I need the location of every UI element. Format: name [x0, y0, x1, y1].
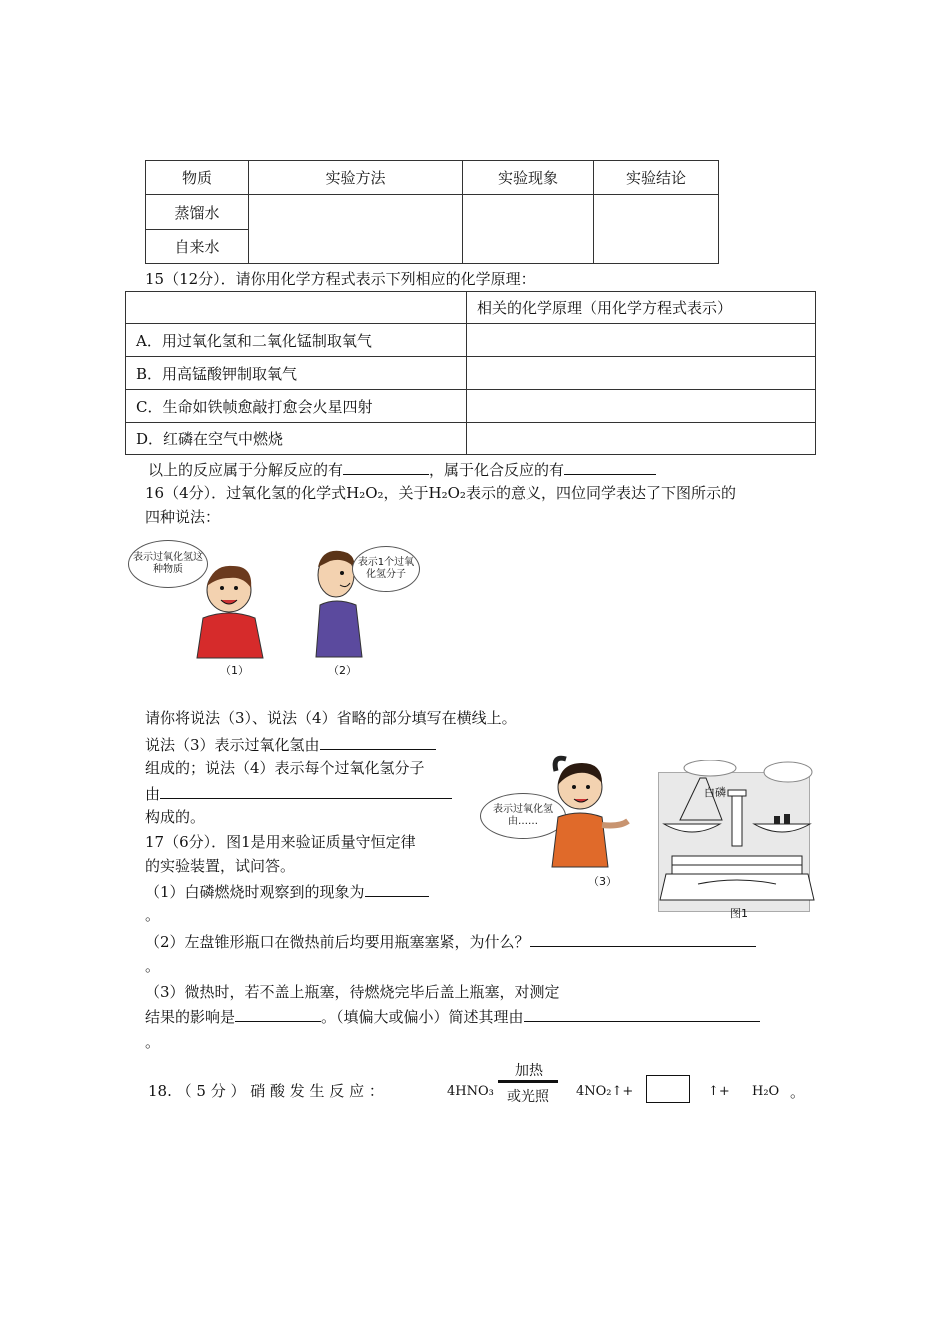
q18-reaction-bar: [498, 1080, 558, 1083]
header-phenomenon: 实验现象: [463, 161, 594, 195]
row-tap-water: 自来水: [146, 230, 249, 264]
q18-answer-box[interactable]: [646, 1075, 690, 1103]
q17-line1: 17（6分）．图1是用来验证质量守恒定律: [145, 833, 416, 851]
q15-answer-d: [467, 423, 816, 455]
q17-line2: 的实验装置，试问答。: [145, 857, 296, 875]
student-illustration-1: [128, 540, 288, 675]
caption-1: （1）: [220, 664, 249, 677]
cell-phenomenon: [463, 195, 594, 264]
q15-decomp-blank[interactable]: [343, 458, 429, 475]
experiment-table: [145, 160, 719, 264]
q17-part1: [145, 880, 429, 903]
q17-part1-label: （1）白磷燃烧时观察到的现象为: [145, 883, 365, 901]
q16-line2: 四种说法：: [145, 508, 221, 526]
header-conclusion: 实验结论: [594, 161, 719, 195]
figure-caption: 图1: [730, 907, 748, 920]
q17-part2-blank[interactable]: [530, 930, 756, 947]
q17-effect-label: 结果的影响是: [145, 1008, 236, 1026]
q17-reason-blank[interactable]: [524, 1005, 760, 1022]
q18-condition-top: 加热: [515, 1063, 543, 1079]
q15-answer-b: [467, 357, 816, 390]
speech-bubble-3: 表示过氧化氢由……: [480, 793, 566, 839]
q16-statement3b: 组成的；说法（4）表示每个过氧化氢分子: [145, 759, 425, 777]
speech-bubble-1: 表示过氧化氢这种物质: [128, 540, 208, 588]
q16-statement3-blank[interactable]: [320, 733, 436, 750]
header-substance: 物质: [146, 161, 249, 195]
balance-icon: [658, 760, 816, 910]
q15-combination-blank[interactable]: [564, 458, 656, 475]
q16-statement3-label: 说法（3）表示过氧化氢由: [145, 736, 320, 754]
white-phosphorus-label: 白磷: [704, 786, 726, 799]
q16-statement4-label: 由: [145, 785, 161, 803]
q17-part2-label: （2）左盘锥形瓶口在微热前后均要用瓶塞塞紧，为什么？: [145, 933, 530, 951]
q15-corner: [126, 292, 467, 324]
cell-method: [249, 195, 463, 264]
q18-gas-arrow: ↑+: [708, 1084, 730, 1099]
q17-part3-end: 。: [145, 1033, 161, 1051]
q15-row-d: D．红磷在空气中燃烧: [126, 423, 467, 455]
q18-prefix: 18. （ 5 分 ） 硝 酸 发 生 反 应 ：: [148, 1082, 384, 1100]
cell-conclusion: [594, 195, 719, 264]
q18-condition-bottom: 或光照: [507, 1089, 549, 1105]
q15-table: [125, 291, 816, 455]
student-illustration-3: [480, 755, 640, 888]
q16-statement4: [145, 782, 452, 805]
q17-part2-end: 。: [145, 957, 161, 975]
q15-row-b: B．用高锰酸钾制取氧气: [126, 357, 467, 390]
q15-title: 15（12分）．请你用化学方程式表示下列相应的化学原理：: [145, 270, 536, 288]
q15-answer-c: [467, 390, 816, 423]
q16-statement3: [145, 733, 436, 756]
q17-part3a: （3）微热时，若不盖上瓶塞，待燃烧完毕后盖上瓶塞，对测定: [145, 983, 560, 1001]
q15-row-a: A．用过氧化氢和二氧化锰制取氧气: [126, 324, 467, 357]
girl-icon: [542, 755, 632, 870]
q17-part2: [145, 930, 756, 953]
boy-icon: [183, 558, 278, 663]
q17-effect-blank[interactable]: [235, 1005, 321, 1022]
q16-statement4-blank[interactable]: [160, 782, 452, 799]
student-illustration-2: [300, 540, 430, 675]
q16-line1: 16（4分）．过氧化氢的化学式H₂O₂，关于H₂O₂表示的意义，四位同学表达了下图所示的: [145, 484, 736, 502]
q15-header: 相关的化学原理（用化学方程式表示）: [467, 292, 816, 324]
q18-end: 。: [790, 1083, 806, 1101]
q16-statement4b: 构成的。: [145, 808, 206, 826]
q15-answer-a: [467, 324, 816, 357]
balance-figure: [658, 760, 816, 920]
q15-summary-line: [148, 458, 656, 481]
speech-bubble-2: 表示1个过氧化氢分子: [352, 546, 420, 592]
q15-combination-label: ，属于化合反应的有: [429, 461, 565, 479]
caption-2: （2）: [328, 664, 357, 677]
q15-row-c: C．生命如铁帧愈敲打愈会火星四射: [126, 390, 467, 423]
header-method: 实验方法: [249, 161, 463, 195]
q17-part1-blank[interactable]: [365, 880, 429, 897]
q16-instruction: 请你将说法（3）、说法（4）省略的部分填写在横线上。: [145, 709, 517, 727]
row-distilled-water: 蒸馏水: [146, 195, 249, 230]
q17-part1-end: 。: [145, 906, 161, 924]
q18-product1: 4NO₂↑+: [576, 1084, 634, 1099]
q17-part3b: [145, 1005, 760, 1028]
q18-reactant: 4HNO₃: [447, 1084, 494, 1099]
q17-reason-label: 。（填偏大或偏小）简述其理由: [321, 1008, 524, 1026]
q18-product3: H₂O: [752, 1084, 780, 1099]
caption-3: （3）: [588, 875, 617, 888]
q15-decomp-label: 以上的反应属于分解反应的有: [148, 461, 344, 479]
